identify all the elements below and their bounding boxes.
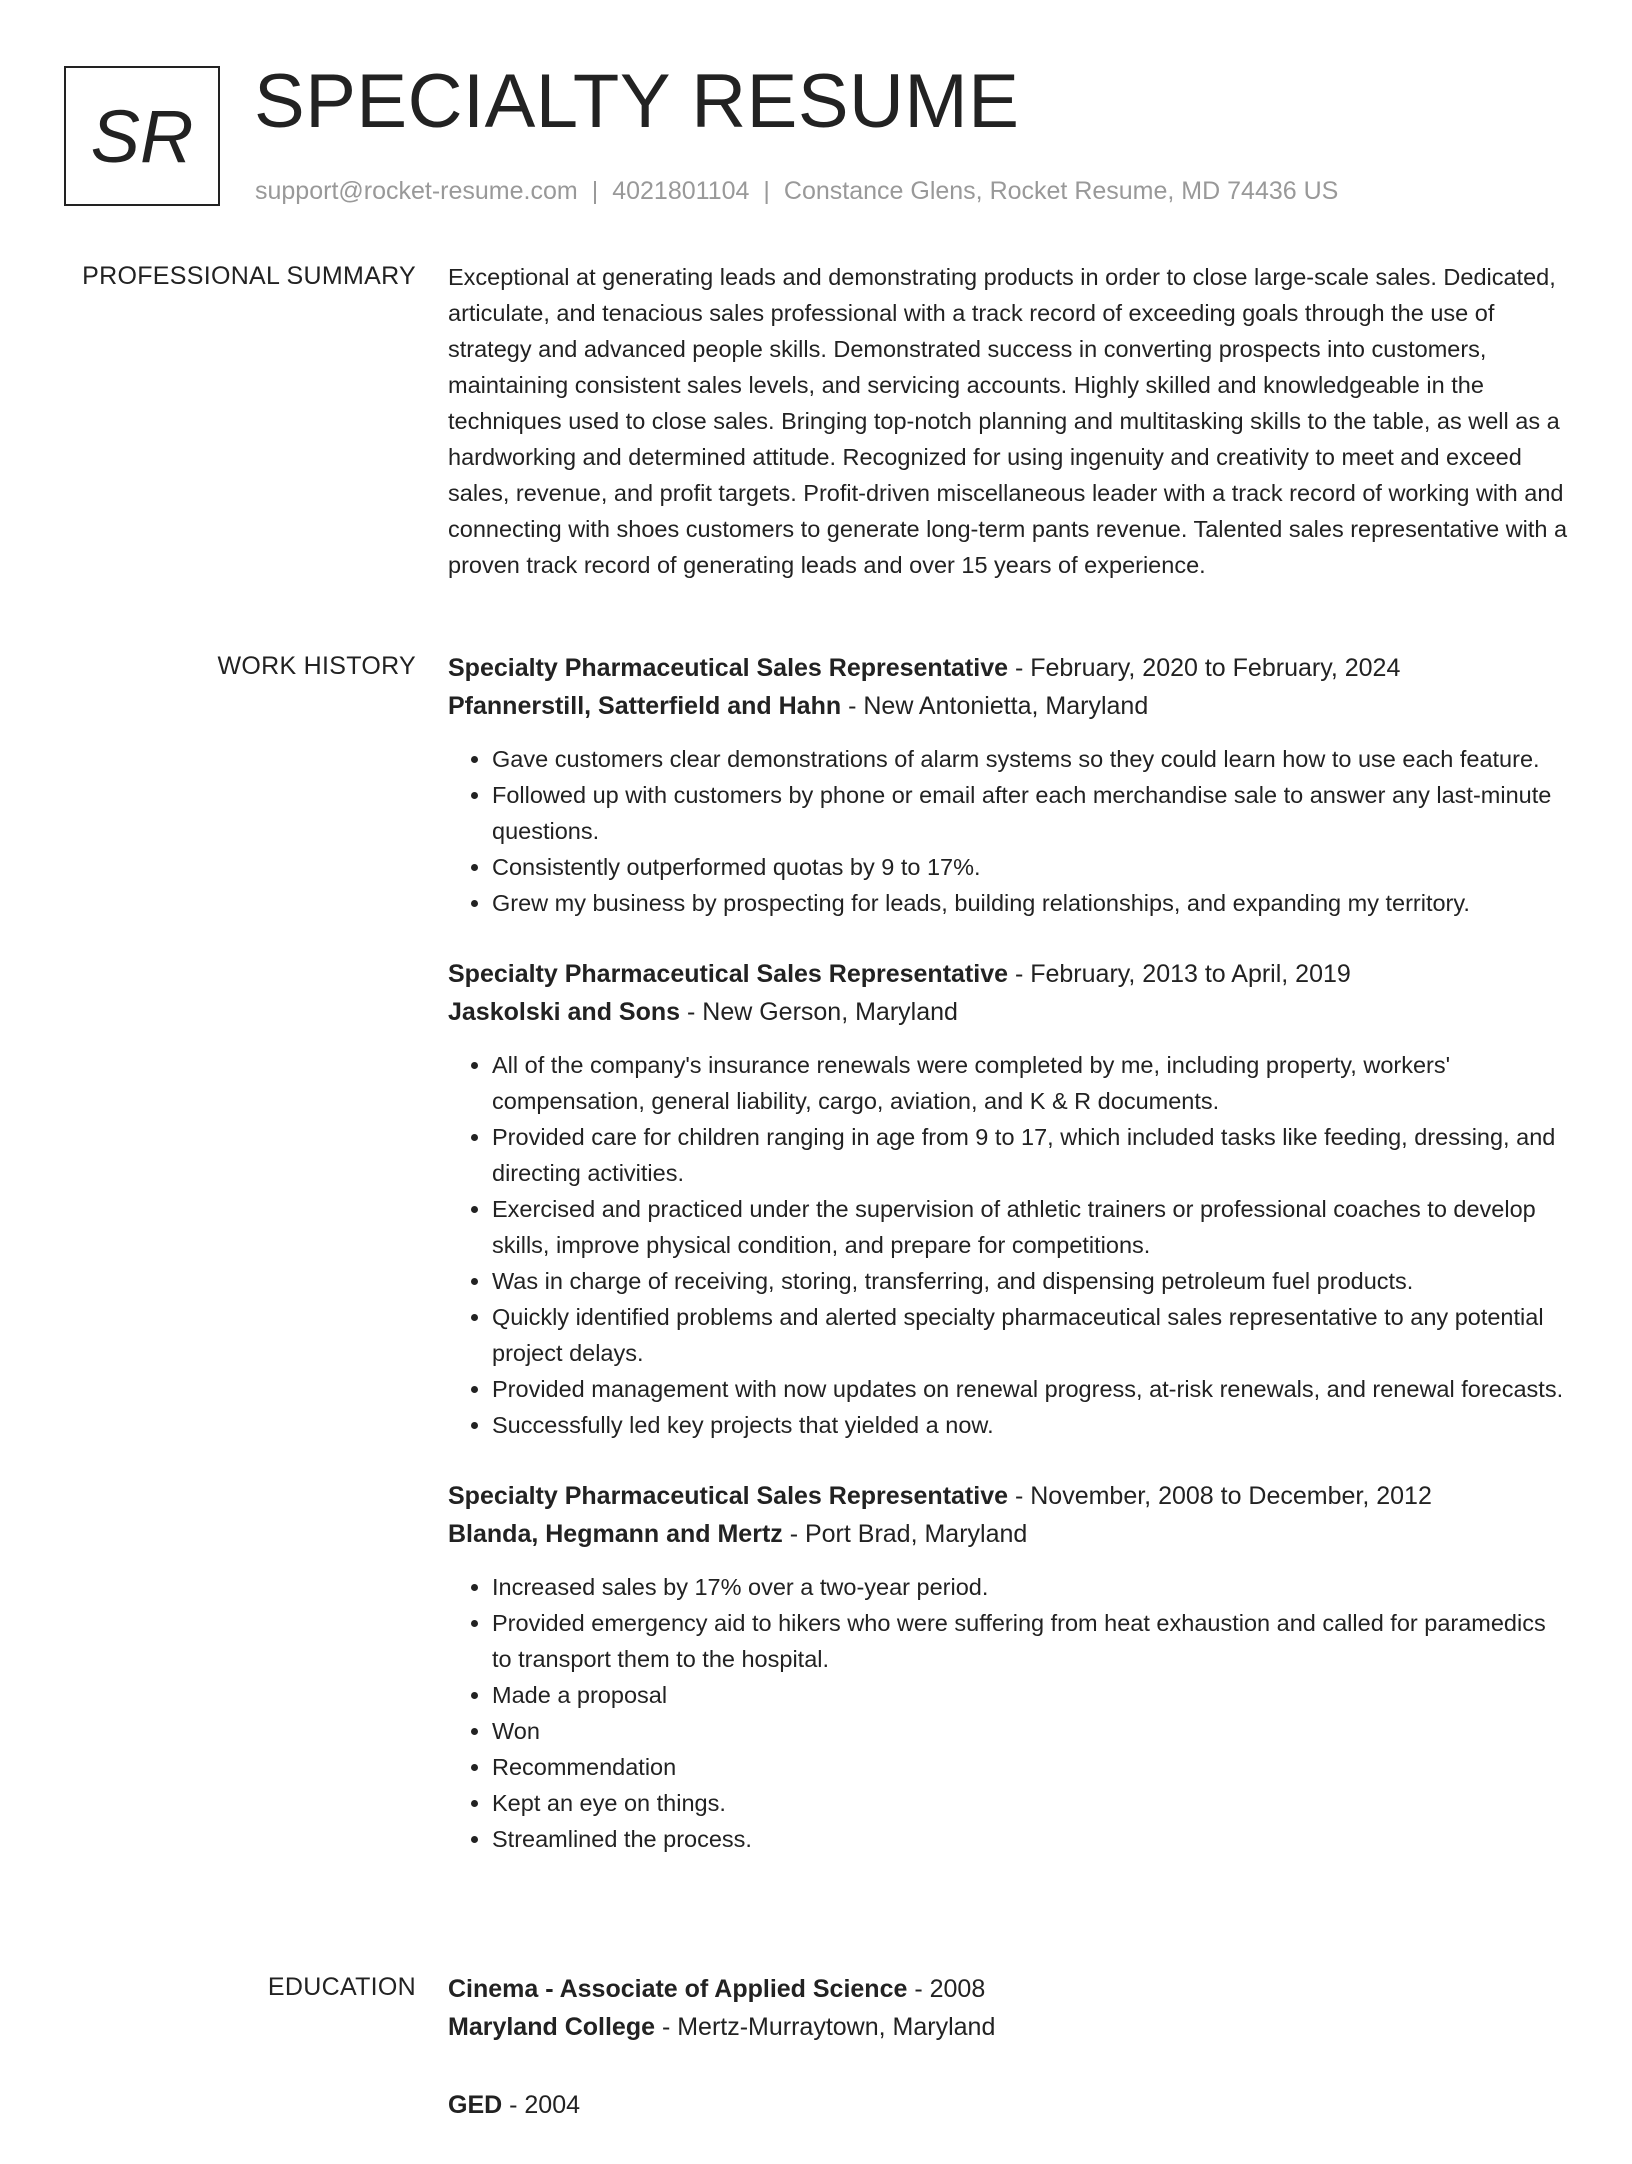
contact-address: Constance Glens, Rocket Resume, MD 74436 US [783, 177, 1339, 205]
education-degree-line [448, 2086, 1568, 2124]
job-entry [448, 649, 1568, 921]
job-bullet: • Successfully led key projects that yielded a now. [492, 1407, 1568, 1443]
resume-name: SPECIALTY RESUME [254, 59, 1020, 144]
job-bullet: • Won [492, 1713, 1568, 1749]
contact-email[interactable]: support@rocket-resume.com [255, 177, 578, 205]
job-bullet: • Followed up with customers by phone or email after each merchandise sale to answer any last-minute questions. [492, 777, 1568, 849]
job-bullets [448, 1569, 1568, 1857]
summary-text: Exceptional at generating leads and demonstrating products in order to close large-scale sales. Dedicated, articulate, and tenacious sales professional with a track record of exceeding goals through the use of strategy and advanced people skills. Demonstrated success in converting prospects into customers, maintaining consistent sales levels, and servicing accounts. Highly skilled and knowledgeable in the techniques used to close sales. Bringing top-notch planning and multitasking skills to the table, as well as a hardworking and determined attitude. Recognized for using ingenuity and creativity to meet and exceed sales, revenue, and profit targets. Profit-driven miscellaneous leader with a track record of working with and connecting with shoes customers to generate long-term pants revenue. Talented sales representative with a proven track record of generating leads and over 15 years of experience. [448, 264, 1568, 578]
job-title-line [448, 1477, 1568, 1515]
job-entry [448, 955, 1568, 1443]
job-bullet: • Gave customers clear demonstrations of alarm systems so they could learn how to use each feature. [492, 741, 1568, 777]
job-entry [448, 1477, 1568, 1857]
job-bullet: • Provided care for children ranging in age from 9 to 17, which included tasks like feeding, dressing, and directing activities. [492, 1119, 1568, 1191]
section-label-work: WORK HISTORY [217, 652, 416, 680]
education-entry [448, 1970, 1568, 2046]
job-bullet: • Provided emergency aid to hikers who were suffering from heat exhaustion and called for paramedics to transport them to the hospital. [492, 1605, 1568, 1677]
job-company-line [448, 687, 1568, 725]
job-dates: - February, 2013 to April, 2019 [1008, 960, 1351, 988]
job-title: Specialty Pharmaceutical Sales Representative [448, 960, 1009, 988]
summary-body [448, 259, 1568, 583]
education-year: - 2004 [502, 2091, 581, 2119]
education-location: - Mertz-Murraytown, Maryland [655, 2013, 996, 2041]
job-title-line [448, 649, 1568, 687]
education-degree: GED [448, 2091, 503, 2119]
section-label-education: EDUCATION [267, 1973, 416, 2001]
job-bullet: • Made a proposal [492, 1677, 1568, 1713]
job-bullet: • Grew my business by prospecting for leads, building relationships, and expanding my territory. [492, 885, 1568, 921]
contact-separator: | [591, 177, 599, 205]
job-bullet: • Was in charge of receiving, storing, transferring, and dispensing petroleum fuel products. [492, 1263, 1568, 1299]
work-body [448, 649, 1568, 1891]
education-entry [448, 2086, 1568, 2124]
job-bullet: • Quickly identified problems and alerted specialty pharmaceutical sales representative to any potential project delays. [492, 1299, 1568, 1371]
contact-separator: | [763, 177, 770, 205]
job-location: - New Gerson, Maryland [680, 998, 958, 1026]
education-year: - 2008 [907, 1975, 986, 2003]
job-location: - New Antonietta, Maryland [841, 692, 1149, 720]
job-bullets [448, 741, 1568, 921]
job-bullet: • Provided management with now updates on renewal progress, at-risk renewals, and renewal forecasts. [492, 1371, 1568, 1407]
monogram: SR [64, 66, 220, 206]
job-location: - Port Brad, Maryland [782, 1520, 1028, 1548]
contact-line [255, 174, 1338, 208]
education-degree: Cinema - Associate of Applied Science [448, 1975, 908, 2003]
job-company: Pfannerstill, Satterfield and Hahn [448, 692, 842, 720]
job-dates: - November, 2008 to December, 2012 [1008, 1482, 1432, 1510]
job-bullet: • Recommendation [492, 1749, 1568, 1785]
job-bullet: • Consistently outperformed quotas by 9 to 17%. [492, 849, 1568, 885]
education-school: Maryland College [448, 2013, 655, 2041]
job-company-line [448, 993, 1568, 1031]
job-title: Specialty Pharmaceutical Sales Representative [448, 654, 1009, 682]
education-body [448, 1970, 1568, 2164]
job-bullet: • Kept an eye on things. [492, 1785, 1568, 1821]
section-label-summary: PROFESSIONAL SUMMARY [82, 262, 416, 290]
job-bullet: • Increased sales by 17% over a two-year period. [492, 1569, 1568, 1605]
contact-phone[interactable]: 4021801104 [612, 177, 750, 205]
education-school-line [448, 2008, 1568, 2046]
job-bullets [448, 1047, 1568, 1443]
job-company: Jaskolski and Sons [448, 998, 681, 1026]
job-dates: - February, 2020 to February, 2024 [1008, 654, 1401, 682]
job-company: Blanda, Hegmann and Mertz [448, 1520, 783, 1548]
job-bullet: • All of the company's insurance renewals were completed by me, including property, workers' compensation, general liability, cargo, aviation, and K & R documents. [492, 1047, 1568, 1119]
job-bullet: • Exercised and practiced under the supervision of athletic trainers or professional coaches to develop skills, improve physical condition, and prepare for competitions. [492, 1191, 1568, 1263]
job-bullet: • Streamlined the process. [492, 1821, 1568, 1857]
education-degree-line [448, 1970, 1568, 2008]
job-company-line [448, 1515, 1568, 1553]
job-title-line [448, 955, 1568, 993]
job-title: Specialty Pharmaceutical Sales Representative [448, 1482, 1009, 1510]
